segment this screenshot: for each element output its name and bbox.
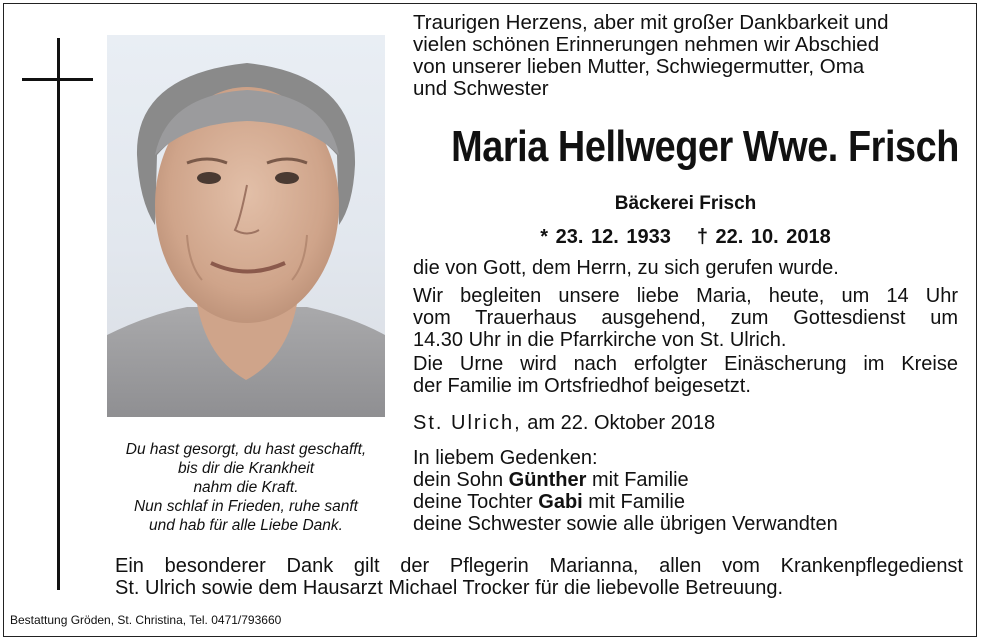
poem-line: Du hast gesorgt, du hast geschafft, xyxy=(125,441,367,458)
memory-block xyxy=(413,447,838,535)
poem xyxy=(100,440,392,535)
poem-line: bis dir die Krankheit xyxy=(177,460,315,477)
son-prefix: dein Sohn xyxy=(413,469,509,491)
poem-line: Nun schlaf in Frieden, ruhe sanft xyxy=(133,498,358,515)
place-date xyxy=(413,411,715,435)
intro-line: von unserer lieben Mutter, Schwiegermutter, Oma xyxy=(413,55,865,78)
service-line: Wir begleiten unsere liebe Maria, heute, um 14 Uhr xyxy=(413,285,958,307)
life-dates xyxy=(413,225,958,249)
son-suffix: mit Familie xyxy=(586,469,689,491)
service-paragraph xyxy=(413,285,958,351)
poem-line: nahm die Kraft. xyxy=(193,479,299,496)
death-date: † 22. 10. 2018 xyxy=(696,226,831,248)
portrait-photo xyxy=(107,35,385,417)
service-line: 14.30 Uhr in die Pfarrkirche von St. Ulrich. xyxy=(413,329,787,351)
deceased-name: Maria Hellweger Wwe. Frisch xyxy=(451,122,959,171)
daughter-prefix: deine Tochter xyxy=(413,491,539,513)
urn-line: Die Urne wird nach erfolgter Einäscherung im Kreise xyxy=(413,353,958,375)
urn-line: der Familie im Ortsfriedhof beigesetzt. xyxy=(413,375,751,397)
memory-heading: In liebem Gedenken: xyxy=(413,447,598,469)
funeral-home: Bestattung Gröden, St. Christina, Tel. 0471/793660 xyxy=(10,613,282,627)
cross-icon-horizontal xyxy=(22,78,93,81)
son-name: Günther xyxy=(508,469,587,491)
memory-son xyxy=(413,469,838,491)
business-name: Bäckerei Frisch xyxy=(614,193,757,214)
intro-text xyxy=(413,12,958,100)
date: am 22. Oktober 2018 xyxy=(527,412,716,434)
called-home-text: die von Gott, dem Herrn, zu sich gerufen wurde. xyxy=(413,257,839,279)
thanks-line: St. Ulrich sowie dem Hausarzt Michael Trocker für die liebevolle Betreuung. xyxy=(115,577,784,599)
cross-icon-vertical xyxy=(57,38,60,590)
memory-sister: deine Schwester sowie alle übrigen Verwandten xyxy=(413,513,838,535)
intro-line: Traurigen Herzens, aber mit großer Dankbarkeit und xyxy=(413,11,889,34)
poem-line: und hab für alle Liebe Dank. xyxy=(149,517,343,534)
intro-line: und Schwester xyxy=(413,77,549,100)
thanks-paragraph xyxy=(115,555,963,599)
daughter-name: Gabi xyxy=(538,491,583,513)
memory-daughter xyxy=(413,491,838,513)
service-line: vom Trauerhaus ausgehend, zum Gottesdienst um xyxy=(413,307,958,329)
urn-paragraph xyxy=(413,353,958,397)
birth-date: * 23. 12. 1933 xyxy=(540,226,671,248)
portrait-illustration xyxy=(107,35,385,417)
intro-line: vielen schönen Erinnerungen nehmen wir Abschied xyxy=(413,33,880,56)
thanks-line: Ein besonderer Dank gilt der Pflegerin Marianna, allen vom Krankenpflegedienst xyxy=(115,555,963,577)
place: St. Ulrich, xyxy=(413,412,522,434)
daughter-suffix: mit Familie xyxy=(582,491,685,513)
